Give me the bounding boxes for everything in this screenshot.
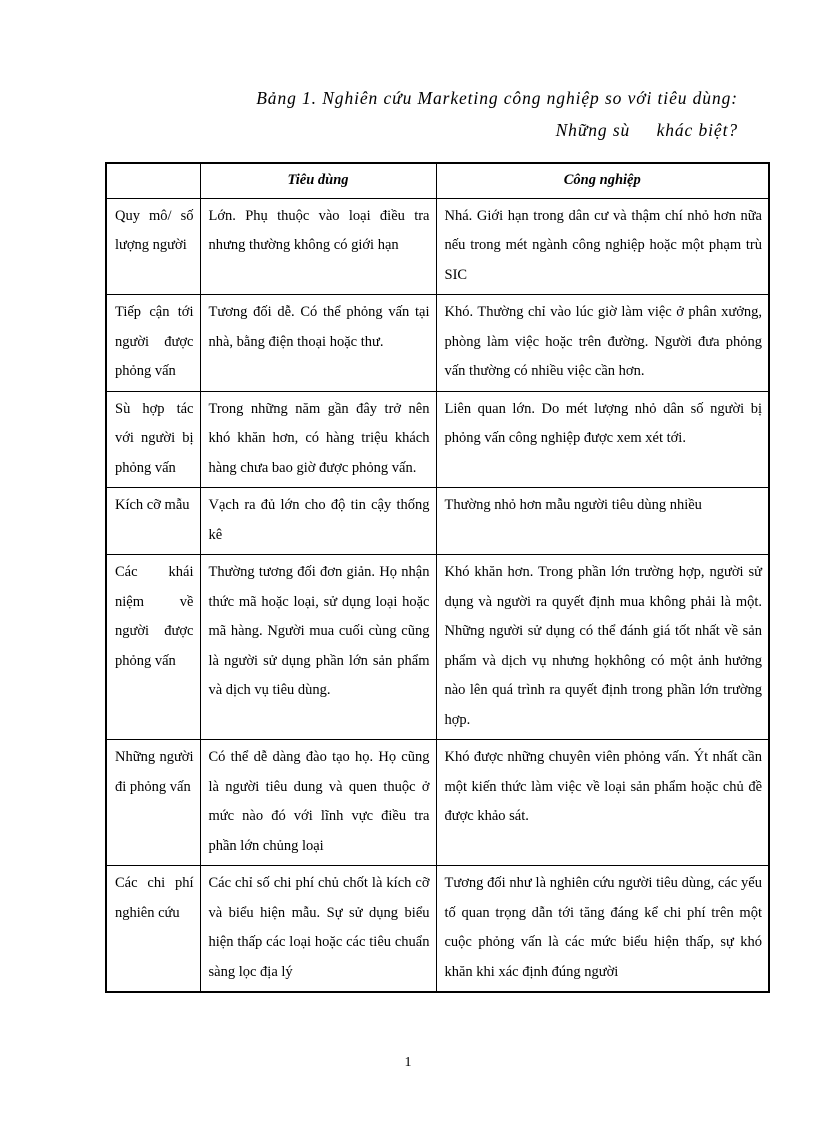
comparison-table [105,162,770,993]
header-industrial: Công nghiệp [436,163,769,198]
consumer-cell: Thường tương đối đơn giản. Họ nhận thức mã hoặc loại, sử dụng loại hoặc mã hàng. Người mua cuối cùng cũng là người sử dụng phần lớn sản phẩm và dịch vụ tiêu dùng. [200,555,436,740]
table-row [106,866,769,993]
industrial-cell: Khó khăn hơn. Trong phần lớn trường hợp, người sử dụng và người ra quyết định mua không phải là một. Những người sử dụng có thể đánh giá tốt nhất về sản phẩm và dịch vụ nhưng họkhông có một ảnh hưởng nào lên quá trình ra quyết định trong phần lớn trường hợp. [436,555,769,740]
table-row [106,488,769,555]
row-label: Các khái niệm về người được phỏng vấn [106,555,200,740]
page-number: 1 [404,1055,412,1070]
row-label: Tiếp cận tới người được phỏng vấn [106,295,200,392]
consumer-cell: Có thể dễ dàng đào tạo họ. Họ cũng là người tiêu dung và quen thuộc ở mức nào đó với lĩnh vực điều tra phần lớn chủng loại [200,740,436,866]
industrial-cell: Tương đối như là nghiên cứu người tiêu dùng, các yếu tố quan trọng dẫn tới tăng đáng kể chi phí trên một cuộc phỏng vấn là các mức biểu hiện thấp, sự khó khăn khi xác định đúng người [436,866,769,993]
row-label: Quy mô/ số lượng người [106,198,200,295]
consumer-cell: Lớn. Phụ thuộc vào loại điều tra nhưng thường không có giới hạn [200,198,436,295]
table-row [106,295,769,392]
industrial-cell: Liên quan lớn. Do mét lượng nhỏ dân số người bị phỏng vấn công nghiệp được xem xét tới. [436,391,769,488]
industrial-cell: Khó. Thường chỉ vào lúc giờ làm việc ở phân xưởng, phòng làm việc hoặc trên đường. Người đưa phỏng vấn thường có nhiều việc cần hơn. [436,295,769,392]
consumer-cell: Trong những năm gần đây trở nên khó khăn hơn, có hàng triệu khách hàng chưa bao giờ được phỏng vấn. [200,391,436,488]
industrial-cell: Thường nhỏ hơn mẫu người tiêu dùng nhiều [436,488,769,555]
table-row [106,740,769,866]
row-label: Những người đi phỏng vấn [106,740,200,866]
row-label: Sù hợp tác với người bị phỏng vấn [106,391,200,488]
table-row [106,555,769,740]
industrial-cell: Nhá. Giới hạn trong dân cư và thậm chí nhỏ hơn nữa nếu trong mét ngành công nghiệp hoặc một phạm trù SIC [436,198,769,295]
header-corner [106,163,200,198]
consumer-cell: Tương đối dễ. Có thể phỏng vấn tại nhà, bằng điện thoại hoặc thư. [200,295,436,392]
table-title-line-2: Những sù khác biệt? [555,120,738,140]
consumer-cell: Vạch ra đủ lớn cho độ tin cậy thống kê [200,488,436,555]
table-row [106,198,769,295]
consumer-cell: Các chỉ số chi phí chủ chốt là kích cỡ và biểu hiện mẫu. Sự sử dụng biểu hiện thấp các loại hoặc các tiêu chuẩn sàng lọc địa lý [200,866,436,993]
row-label: Kích cỡ mẫu [106,488,200,555]
row-label: Các chi phí nghiên cứu [106,866,200,993]
industrial-cell: Khó được những chuyên viên phỏng vấn. Ýt nhất cần một kiến thức làm việc về loại sản phẩm hoặc chủ đề được khảo sát. [436,740,769,866]
table-row [106,391,769,488]
header-consumer: Tiêu dùng [200,163,436,198]
table-title-line-1: Bảng 1. Nghiên cứu Marketing công nghiệp so với tiêu dùng: [256,88,738,108]
table-header-row [106,163,769,198]
